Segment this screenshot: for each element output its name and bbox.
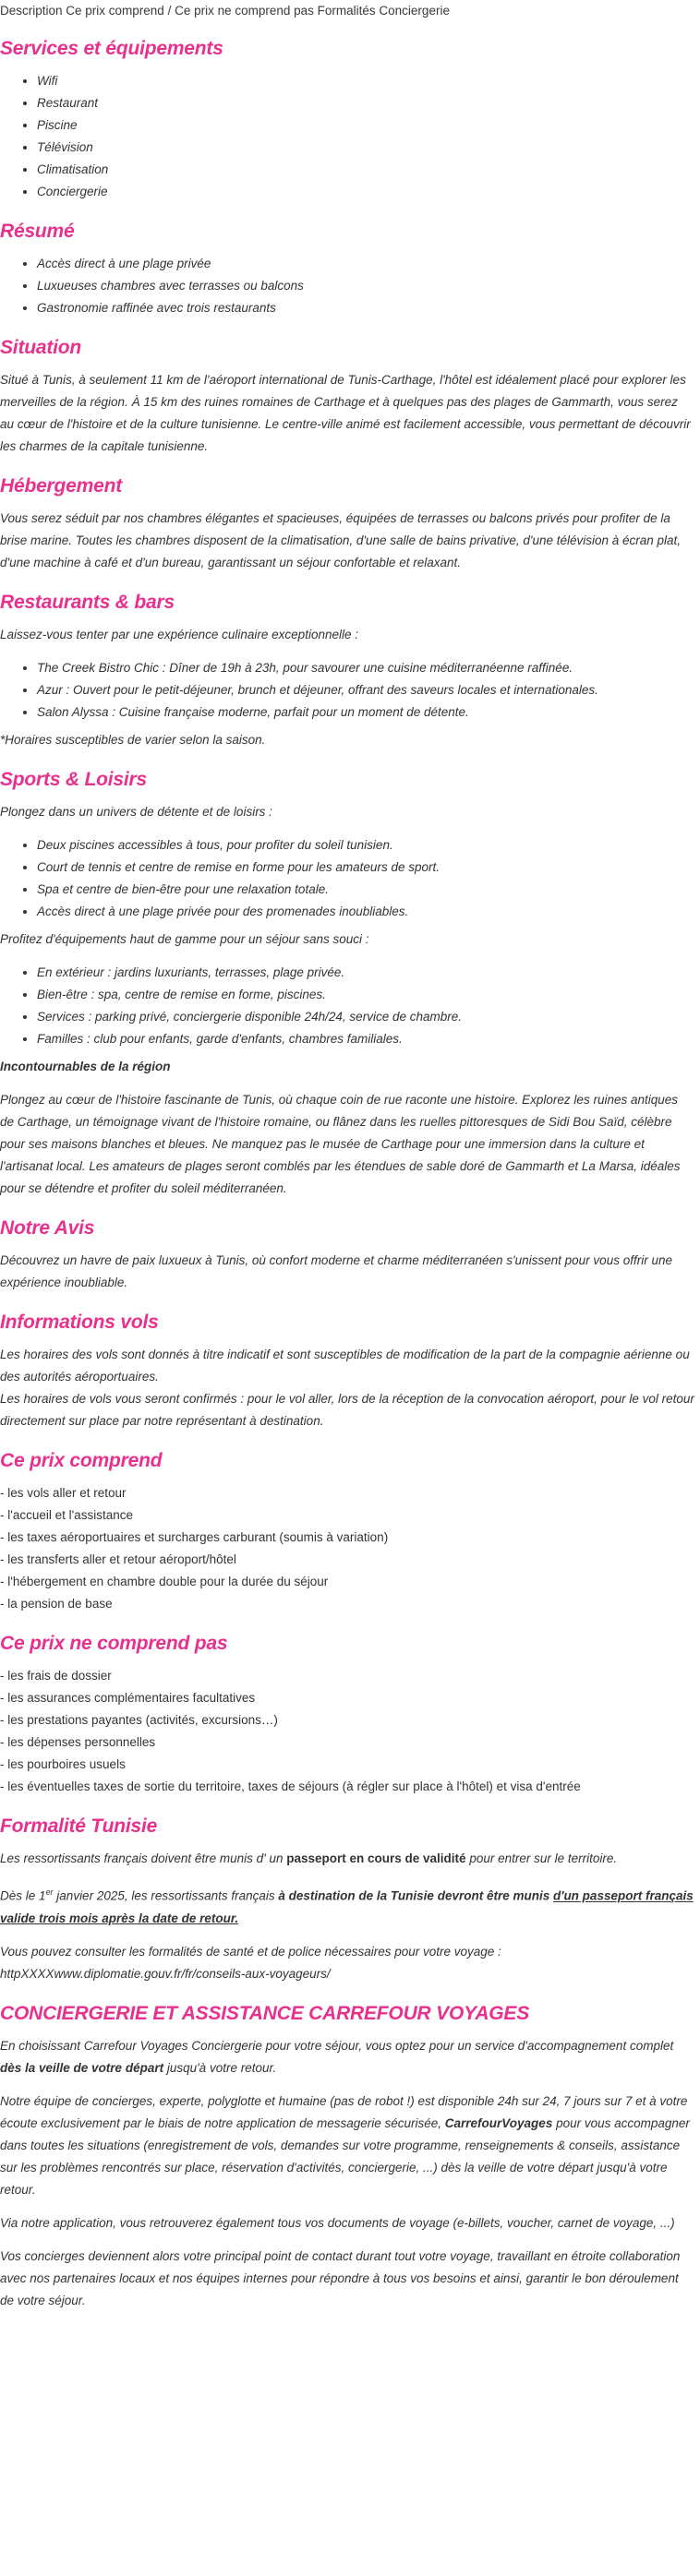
tabs-breadcrumb: Description Ce prix comprend / Ce prix ne comprend pas Formalités Conciergerie — [0, 4, 450, 18]
list-item: - les taxes aéroportuaires et surcharges carburant (soumis à variation) — [0, 1530, 389, 1544]
formalite-p3 — [0, 1941, 694, 1985]
eve-emphasis: dès la veille de votre départ — [0, 2060, 164, 2075]
list-item: - l'accueil et l'assistance — [0, 1508, 133, 1522]
passport-validity-emphasis: d'un passeport français valide trois mois après la date de retour. — [0, 1888, 694, 1925]
list-item: - les transferts aller et retour aéroport/hôtel — [0, 1552, 236, 1566]
list-item: - les vols aller et retour — [0, 1486, 127, 1500]
superscript: er — [45, 1887, 54, 1897]
list-item: • Conciergerie — [37, 181, 694, 203]
list-item: • Piscine — [37, 114, 694, 137]
list-item: • Familles : club pour enfants, garde d'enfants, chambres familiales. — [37, 1028, 694, 1050]
list-item: • Wifi — [37, 70, 694, 92]
list-item: - les dépenses personnelles — [0, 1735, 156, 1749]
text-span: Vous pouvez consulter les formalités de santé et de police nécessaires pour votre voyage : — [0, 1944, 501, 1959]
list-item: • Restaurant — [37, 92, 694, 114]
vols-line: Les horaires de vols vous seront confirmés : pour le vol aller, lors de la réception de la convocation aéroport, pour le vol retour directement sur place par notre représentant à destination. — [0, 1392, 694, 1428]
list-item: • Gastronomie raffinée avec trois restaurants — [37, 297, 694, 319]
necomprend-title: Ce prix ne comprend pas — [0, 1633, 228, 1654]
list-item: • The Creek Bistro Chic : Dîner de 19h à 23h, pour savourer une cuisine méditerranéenne raffinée. — [37, 657, 694, 679]
list-item: • Deux piscines accessibles à tous, pour profiter du soleil tunisien. — [37, 834, 694, 857]
sports-intro: Plongez dans un univers de détente et de loisirs : — [0, 805, 272, 819]
conciergerie-p4: Vos concierges deviennent alors votre principal point de contact durant tout votre voyage, travaillant en étroite collaboration avec nos partenaires locaux et nos équipes internes pour répondre à tous vos besoins et ainsi, garantir le bon déroulement de votre séjour. — [0, 2248, 681, 2307]
formalite-p2 — [0, 1881, 694, 1930]
list-item: • Climatisation — [37, 159, 694, 181]
list-item: - les frais de dossier — [0, 1669, 112, 1683]
list-item: • En extérieur : jardins luxuriants, terrasses, plage privée. — [37, 962, 694, 984]
restaurants-list — [0, 657, 694, 724]
text-span: Les ressortissants français doivent être munis d' un — [0, 1851, 287, 1865]
vols-title: Informations vols — [0, 1312, 159, 1333]
vols-line: Les horaires des vols sont donnés à titre indicatif et sont susceptibles de modification de la part de la compagnie aérienne ou des autorités aéroportuaires. — [0, 1348, 690, 1384]
list-item: - les pourboires usuels — [0, 1757, 126, 1771]
list-item: - l'hébergement en chambre double pour la durée du séjour — [0, 1575, 329, 1588]
app-name: CarrefourVoyages — [444, 2115, 553, 2130]
list-item: • Spa et centre de bien-être pour une relaxation totale. — [37, 879, 694, 901]
sports-intro2: Profitez d'équipements haut de gamme pour un séjour sans souci : — [0, 932, 369, 946]
sports-list — [0, 834, 694, 923]
region-subtitle: Incontournables de la région — [0, 1060, 171, 1073]
restaurants-intro: Laissez-vous tenter par une expérience culinaire exceptionnelle : — [0, 628, 358, 641]
comprend-title: Ce prix comprend — [0, 1450, 163, 1471]
avis-text: Découvrez un havre de paix luxueux à Tunis, où confort moderne et charme méditerranéen s'unissent pour vous offrir une expérience inoubliable. — [0, 1253, 672, 1289]
hebergement-title: Hébergement — [0, 475, 123, 497]
list-item: • Accès direct à une plage privée pour des promenades inoubliables. — [37, 901, 694, 923]
equipment-list — [0, 962, 694, 1050]
restaurants-note: *Horaires susceptibles de varier selon la saison. — [0, 733, 266, 747]
conciergerie-title: CONCIERGERIE ET ASSISTANCE CARREFOUR VOYAGES — [0, 2002, 530, 2024]
list-item: • Salon Alyssa : Cuisine française moderne, parfait pour un moment de détente. — [37, 701, 694, 724]
avis-title: Notre Avis — [0, 1217, 95, 1239]
text-span: En choisissant Carrefour Voyages Conciergerie pour votre séjour, vous optez pour un service d'accompagnement complet — [0, 2038, 674, 2053]
text-span: Dès le 1 — [0, 1888, 46, 1903]
text-span: jusqu'à votre retour. — [163, 2060, 277, 2075]
vols-text — [0, 1344, 694, 1432]
destination-emphasis: à destination de la Tunisie devront être munis — [278, 1888, 553, 1903]
region-text: Plongez au cœur de l'histoire fascinante de Tunis, où chaque coin de rue raconte une histoire. Explorez les ruines antiques de Carthage, un témoignage vivant de l'histoire romaine, ou flânez dans les ruelles pittoresques de Sidi Bou Saïd, célèbre pour ses maisons blanches et bleues. Ne manquez pas le musée de Carthage pour une immersion dans la culture et l'artisanat local. Les amateurs de plages seront comblés par les étendues de sable doré de Gammarth et La Marsa, idéales pour se détendre et profiter du soleil méditerranéen. — [0, 1093, 681, 1195]
conciergerie-p2 — [0, 2091, 694, 2201]
resume-list — [0, 253, 694, 319]
necomprend-list — [0, 1665, 694, 1798]
list-item: - les assurances complémentaires facultatives — [0, 1691, 256, 1705]
passport-emphasis: passeport en cours de validité — [286, 1851, 466, 1865]
sports-title: Sports & Loisirs — [0, 769, 147, 790]
list-item: • Court de tennis et centre de remise en forme pour les amateurs de sport. — [37, 857, 694, 879]
situation-title: Situation — [0, 337, 82, 358]
text-span: pour entrer sur le territoire. — [465, 1851, 618, 1865]
list-item: • Bien-être : spa, centre de remise en forme, piscines. — [37, 984, 694, 1006]
text-span: janvier 2025, les ressortissants français — [53, 1888, 279, 1903]
formalite-p1 — [0, 1848, 694, 1870]
hebergement-text: Vous serez séduit par nos chambres élégantes et spacieuses, équipées de terrasses ou balcons privés pour profiter de la brise marine. Toutes les chambres disposent de la climatisation, d'une salle de bains privative, d'une télévision à écran plat, d'une machine à café et d'un bureau, garantissant un séjour confortable et relaxant. — [0, 511, 682, 569]
services-list — [0, 70, 694, 203]
list-item: • Azur : Ouvert pour le petit-déjeuner, brunch et déjeuner, offrant des saveurs locales et internationales. — [37, 679, 694, 701]
situation-text: Situé à Tunis, à seulement 11 km de l'aéroport international de Tunis-Carthage, l'hôtel est idéalement placé pour explorer les merveilles de la région. À 15 km des ruines romaines de Carthage et à quelques pas des plages de Gammarth, vous serez au cœur de l'histoire et de la culture tunisienne. Le centre-ville animé est facilement accessible, vous permettant de découvrir les charmes de la capitale tunisienne. — [0, 373, 691, 453]
resume-title: Résumé — [0, 221, 75, 242]
text-span: Notre équipe de concierges, experte, polyglotte et humaine (pas de robot !) est disponible 24h sur 24, 7 jours sur 7 et à votre écoute exclusivement par le biais de notre application de messagerie sécurisée, — [0, 2093, 688, 2130]
diplomatie-link[interactable]: httpXXXXwww.diplomatie.gouv.fr/fr/conseils-aux-voyageurs/ — [0, 1966, 331, 1981]
comprend-list — [0, 1482, 694, 1615]
list-item: • Accès direct à une plage privée — [37, 253, 694, 275]
list-item: - la pension de base — [0, 1597, 113, 1611]
list-item: - les prestations payantes (activités, excursions…) — [0, 1713, 278, 1727]
list-item: - les éventuelles taxes de sortie du territoire, taxes de séjours (à régler sur place à l'hôtel) et visa d'entrée — [0, 1779, 581, 1793]
list-item: • Télévision — [37, 137, 694, 159]
conciergerie-p3: Via notre application, vous retrouverez également tous vos documents de voyage (e-billets, voucher, carnet de voyage, ...) — [0, 2215, 675, 2230]
text-span: pour vous accompagner dans toutes les situations (enregistrement de vols, demandes sur votre programme, renseignements & conseils, assistance sur les problèmes rencontrés sur place, réservation d'activités, conciergerie, ...) dès la veille de votre départ jusqu'à votre retour. — [0, 2115, 690, 2197]
list-item: • Services : parking privé, conciergerie disponible 24h/24, service de chambre. — [37, 1006, 694, 1028]
restaurants-title: Restaurants & bars — [0, 592, 175, 613]
services-title: Services et équipements — [0, 38, 223, 59]
conciergerie-p1 — [0, 2035, 694, 2079]
list-item: • Luxueuses chambres avec terrasses ou balcons — [37, 275, 694, 297]
formalite-title: Formalité Tunisie — [0, 1815, 158, 1837]
